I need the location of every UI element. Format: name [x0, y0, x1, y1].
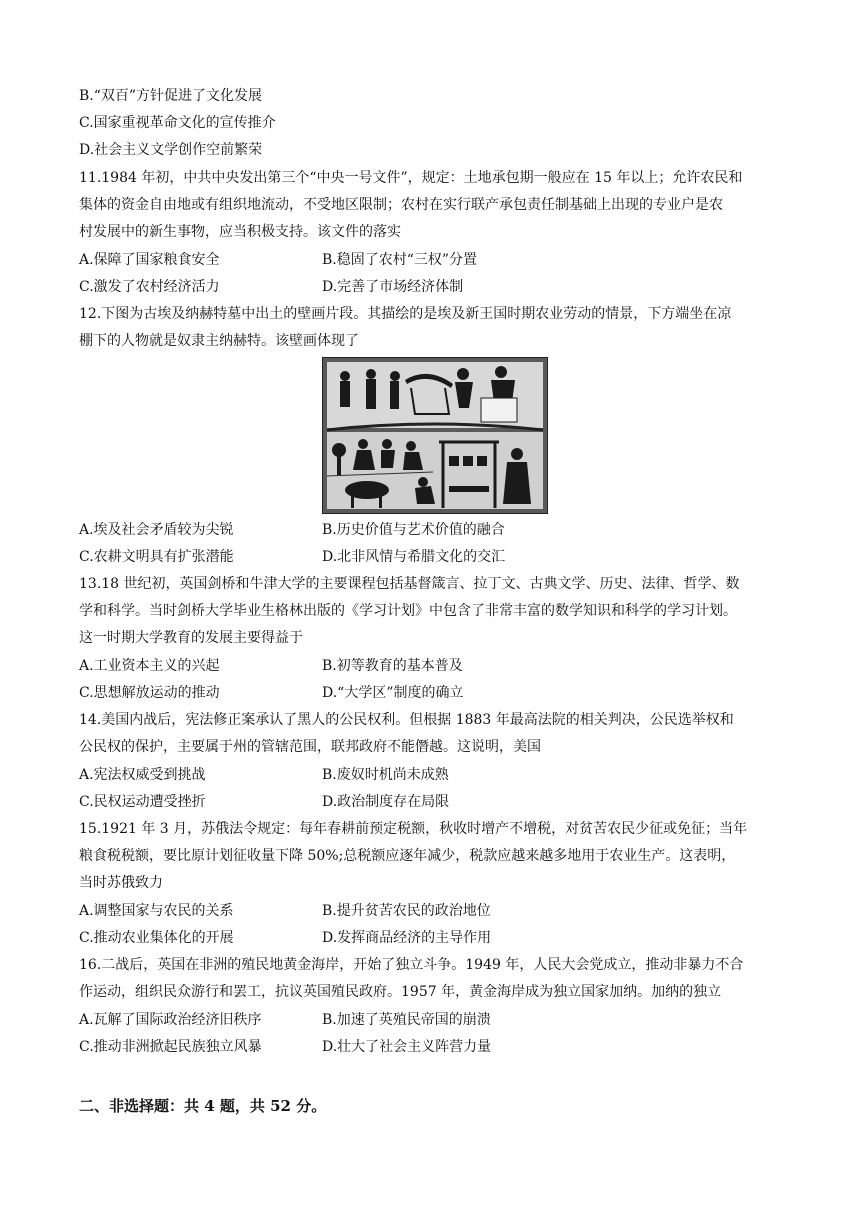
- q14-stem-line-2: 公民权的保护，主要属于州的管辖范围，联邦政府不能僭越。这说明，美国: [79, 739, 541, 755]
- q11-stem-line-1: 11.1984 年初，中共中央发出第三个“中央一号文件”，规定：土地承包期一般应在 15 年以上；允许农民和: [79, 170, 743, 186]
- q12-option-c: C.农耕文明具有扩张潜能: [79, 549, 234, 565]
- q15-stem-line-2: 粮食税税额，要比原计划征收量下降 50%;总税额应逐年减少，税款应越来越多地用于农业生产。这表明，: [79, 848, 736, 864]
- q12-option-a: A.埃及社会矛盾较为尖锐: [79, 522, 234, 538]
- q15-option-d: D.发挥商品经济的主导作用: [322, 930, 492, 946]
- q11-option-a: A.保障了国家粮食安全: [79, 252, 220, 268]
- q11-option-c: C.激发了农村经济活力: [79, 279, 220, 295]
- q13-option-a: A.工业资本主义的兴起: [79, 658, 220, 674]
- q14-option-c: C.民权运动遭受挫折: [79, 794, 206, 810]
- q12-stem-line-2: 棚下的人物就是奴隶主纳赫特。该壁画体现了: [79, 333, 359, 349]
- prev-option-b: B.“双百”方针促进了文化发展: [79, 88, 263, 104]
- q15-option-c: C.推动农业集体化的开展: [79, 930, 234, 946]
- q11-option-d: D.完善了市场经济体制: [322, 279, 464, 295]
- q11-stem-line-2: 集体的资金自由地或有组织地流动，不受地区限制；农村在实行联产承包责任制基础上出现的专业户是农: [79, 197, 723, 213]
- q13-stem-line-3: 这一时期大学教育的发展主要得益于: [79, 630, 303, 646]
- q16-option-b: B.加速了英殖民帝国的崩溃: [322, 1012, 491, 1028]
- q12-stem-line-1: 12.下图为古埃及纳赫特墓中出土的壁画片段。其描绘的是埃及新王国时期农业劳动的情景，下方端坐在凉: [79, 306, 732, 322]
- q12-option-b: B.历史价值与艺术价值的融合: [322, 522, 505, 538]
- q12-option-d: D.北非风情与希腊文化的交汇: [322, 549, 506, 565]
- q15-option-b: B.提升贫苦农民的政治地位: [322, 903, 491, 919]
- q16-option-c: C.推动非洲掀起民族独立风暴: [79, 1039, 262, 1055]
- q14-option-b: B.废奴时机尚未成熟: [322, 767, 449, 783]
- q16-option-d: D.壮大了社会主义阵营力量: [322, 1039, 492, 1055]
- q14-option-d: D.政治制度存在局限: [322, 794, 450, 810]
- q15-option-a: A.调整国家与农民的关系: [79, 903, 234, 919]
- q14-stem-line-1: 14.美国内战后，宪法修正案承认了黑人的公民权利。但根据 1883 年最高法院的相关判决，公民选举权和: [79, 712, 734, 728]
- q16-option-a: A.瓦解了国际政治经济旧秩序: [79, 1012, 262, 1028]
- q15-stem-line-3: 当时苏俄致力: [79, 875, 163, 891]
- q15-stem-line-1: 15.1921 年 3 月，苏俄法令规定：每年春耕前预定税额，秋收时增产不增税，对贫苦农民少征或免征；当年: [79, 821, 748, 837]
- q13-stem-line-2: 学和科学。当时剑桥大学毕业生格林出版的《学习计划》中包含了非常丰富的数学知识和科学的学习计划。: [79, 603, 737, 619]
- q13-option-b: B.初等教育的基本普及: [322, 658, 463, 674]
- q16-stem-line-2: 作运动，组织民众游行和罢工，抗议英国殖民政府。1957 年，黄金海岸成为独立国家加纳。加纳的独立: [79, 984, 722, 1000]
- mural-image: [322, 357, 548, 514]
- q13-stem-line-1: 13.18 世纪初，英国剑桥和牛津大学的主要课程包括基督箴言、拉丁文、古典文学、历史、法律、哲学、数: [79, 576, 740, 592]
- mural-illustration: [323, 358, 547, 513]
- q11-option-b: B.稳固了农村“三权”分置: [322, 252, 478, 268]
- q16-stem-line-1: 16.二战后，英国在非洲的殖民地黄金海岸，开始了独立斗争。1949 年，人民大会党成立，推动非暴力不合: [79, 957, 744, 973]
- prev-option-d: D.社会主义文学创作空前繁荣: [79, 142, 263, 158]
- prev-option-c: C.国家重视革命文化的宣传推介: [79, 115, 276, 131]
- q14-option-a: A.宪法权威受到挑战: [79, 767, 206, 783]
- q13-option-d: D.“大学区”制度的确立: [322, 685, 464, 701]
- q11-stem-line-3: 村发展中的新生事物，应当积极支持。该文件的落实: [79, 224, 401, 240]
- q13-option-c: C.思想解放运动的推动: [79, 685, 220, 701]
- section-heading: 二、非选择题：共 4 题，共 52 分。: [79, 1097, 327, 1115]
